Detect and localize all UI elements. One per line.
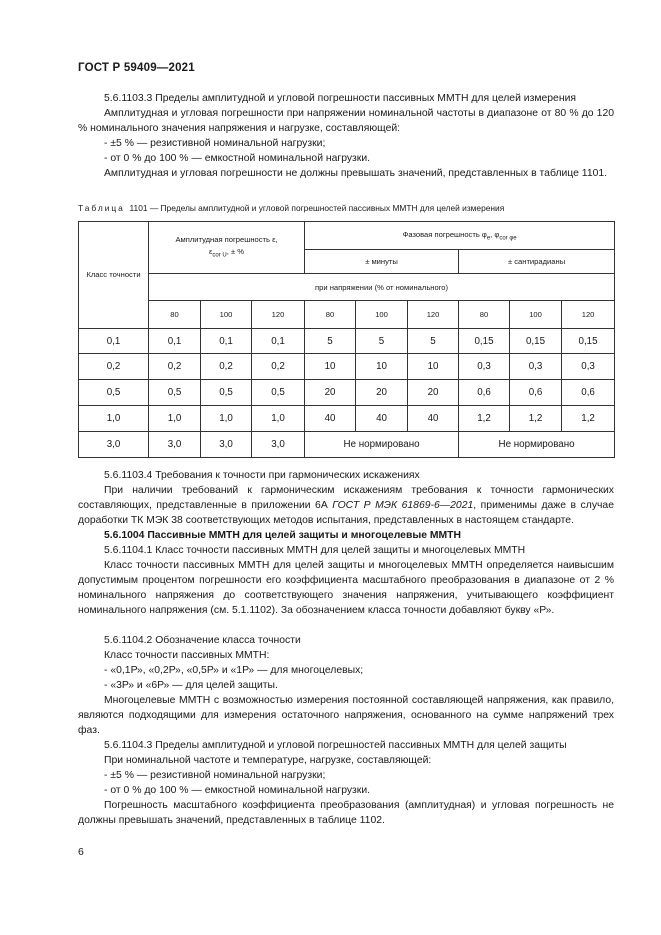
accuracy-class-paragraph: Класс точности пассивных ММТН для целей защиты и многоцелевых ММТН определяется наивысшим допустимым процентом погрешности его коэффициента масштабного преобразования в диапазоне от 2 % номинального напряжения до соответствующего значения напряжения, учитывающего коэффициент номинального напряжения (см. 5.1.1102). За обозначением класса точности добавляют букву «Р». <box>78 560 614 616</box>
list-item-capacitive-load-2: - от 0 % до 100 % — емкостной номинальной нагрузки. <box>104 785 371 796</box>
class-list-intro: Класс точности пассивных ММТН: <box>104 650 270 661</box>
list-item-resistive-load: - ±5 % — резистивной номинальной нагрузки; <box>104 138 326 149</box>
clause-5-6-1104-3-title: 5.6.1104.3 Пределы амплитудной и угловой погрешностей пассивных ММТН для целей защиты <box>104 740 567 751</box>
table-cell: 0,3 <box>459 354 510 380</box>
table-row <box>79 406 615 432</box>
table-cell: 10 <box>356 354 408 380</box>
table-cell: 5 <box>305 329 356 354</box>
measurement-conditions-paragraph: Амплитудная и угловая погрешности при напряжении номинальной частоты в диапазоне от 80 % до 120 % номинального значения напряжения и нагрузке, составляющей: <box>78 108 614 134</box>
table-row <box>79 329 615 354</box>
table-cell: 0,15 <box>459 329 510 354</box>
section-5-6-1004-title: 5.6.1004 Пассивные ММТН для целей защиты и многоцелевые ММТН <box>104 530 462 541</box>
table-cell: 10 <box>408 354 459 380</box>
table-cell: 5 <box>408 329 459 354</box>
table-cell: 3,0 <box>201 432 252 458</box>
table-cell: 0,1 <box>201 329 252 354</box>
table-cell: 0,6 <box>510 380 562 406</box>
header-col-amp-120: 120 <box>252 301 305 329</box>
document-header: ГОСТ Р 59409—2021 <box>78 62 195 74</box>
header-amplitude-error <box>149 222 305 274</box>
harmonics-text-c: , применимы даже в случае доработки ТК МЭК 38 соответствующих методов испытания, представленных в настоящем стандарте. <box>78 500 614 526</box>
clause-5-6-1103-4-title: 5.6.1103.4 Требования к точности при гармонических искажениях <box>104 470 420 481</box>
list-item-capacitive-load: - от 0 % до 100 % — емкостной номинальной нагрузки. <box>104 153 371 164</box>
page-number: 6 <box>78 846 84 858</box>
harmonics-paragraph <box>78 483 614 528</box>
table-cell: 1,2 <box>459 406 510 432</box>
table-cell: 0,1 <box>79 329 149 354</box>
table-cell: 1,0 <box>201 406 252 432</box>
table-cell: 0,5 <box>252 380 305 406</box>
table-cell: 20 <box>305 380 356 406</box>
table-row <box>79 432 615 458</box>
clause-5-6-1104-1-title: 5.6.1104.1 Класс точности пассивных ММТН для целей защиты и многоцелевых ММТН <box>104 545 526 556</box>
list-item-protection: - «3Р» и «6Р» — для целей защиты. <box>104 680 278 691</box>
table-reference-paragraph: Амплитудная и угловая погрешности не должны превышать значений, представленных в таблице 1101. <box>104 168 608 179</box>
header-col-min-80: 80 <box>305 301 356 329</box>
table-cell: 1,0 <box>149 406 201 432</box>
table-cell: 0,5 <box>79 380 149 406</box>
header-voltage-percent: при напряжении (% от номинального) <box>149 274 615 301</box>
header-phase-error <box>305 222 615 250</box>
header-phase-mid: , φ <box>490 229 500 239</box>
table-cell: 1,2 <box>562 406 615 432</box>
header-centiradians: ± сантирадианы <box>459 250 615 274</box>
table-cell: 5 <box>356 329 408 354</box>
table-cell: 0,2 <box>149 354 201 380</box>
table-cell: 0,6 <box>459 380 510 406</box>
header-amplitude-sub: cor U <box>212 252 227 259</box>
header-col-min-100: 100 <box>356 301 408 329</box>
header-phase-text: Фазовая погрешность φ <box>402 229 487 239</box>
table-cell: 1,0 <box>79 406 149 432</box>
header-minutes: ± минуты <box>305 250 459 274</box>
table-cell: 0,2 <box>201 354 252 380</box>
list-item-resistive-load-2: - ±5 % — резистивной номинальной нагрузки; <box>104 770 326 781</box>
table-cell: 3,0 <box>149 432 201 458</box>
table-caption-word: Таблица <box>78 203 125 213</box>
header-amplitude-text: Амплитудная погрешность ε, <box>175 234 278 244</box>
table-cell: 0,5 <box>201 380 252 406</box>
clause-5-6-1103-3-title: 5.6.1103.3 Пределы амплитудной и угловой погрешности пассивных ММТН для целей измерения <box>104 93 576 104</box>
protection-conditions-paragraph: При номинальной частоте и температуре, нагрузке, составляющей: <box>104 755 432 766</box>
table-cell: 20 <box>356 380 408 406</box>
table-row <box>79 354 615 380</box>
header-col-min-120: 120 <box>408 301 459 329</box>
table-caption-text: 1101 — Пределы амплитудной и угловой погрешностей пассивных ММТН для целей измерения <box>129 203 505 213</box>
table-cell: 0,2 <box>252 354 305 380</box>
header-col-crad-100: 100 <box>510 301 562 329</box>
scale-factor-error-paragraph: Погрешность масштабного коэффициента преобразования (амплитудная) и угловая погрешность не должны превышать значений, представленных в таблице 1102. <box>78 800 614 826</box>
not-normalized-minutes: Не нормировано <box>305 432 459 458</box>
table-cell: 1,0 <box>252 406 305 432</box>
header-phase-sub-e: e <box>486 235 491 242</box>
multipurpose-dc-paragraph: Многоцелевые ММТН с возможностью измерения постоянной составляющей напряжения, как правило, являются подходящими для измерения остаточного напряжения, основанного на сумме напряжений трех фаз. <box>78 695 614 736</box>
table-cell: 40 <box>356 406 408 432</box>
table-cell: 40 <box>408 406 459 432</box>
header-col-amp-100: 100 <box>201 301 252 329</box>
table-cell: 0,6 <box>562 380 615 406</box>
table-row <box>79 380 615 406</box>
harmonics-text-a: При наличии требований к гармоническим искажениям требования к точности гармонических составляющих, представленные в приложении 6А <box>78 485 614 511</box>
table-cell: 3,0 <box>79 432 149 458</box>
table-cell: 0,3 <box>562 354 615 380</box>
table-cell: 10 <box>305 354 356 380</box>
table-cell: 0,2 <box>79 354 149 380</box>
standard-reference: ГОСТ Р МЭК 61869-6—2021 <box>332 500 474 511</box>
table-cell: 40 <box>305 406 356 432</box>
table-cell: 0,15 <box>510 329 562 354</box>
header-col-amp-80: 80 <box>149 301 201 329</box>
header-phase-sub-cor: cor φe <box>499 235 517 242</box>
table-cell: 0,1 <box>149 329 201 354</box>
table-caption <box>78 203 618 213</box>
list-item-multipurpose: - «0,1Р», «0,2Р», «0,5Р» и «1Р» — для многоцелевых; <box>104 665 364 676</box>
table-cell: 0,15 <box>562 329 615 354</box>
table-cell: 0,3 <box>510 354 562 380</box>
not-normalized-centiradians: Не нормировано <box>459 432 615 458</box>
header-col-crad-120: 120 <box>562 301 615 329</box>
accuracy-table-1101 <box>78 221 615 458</box>
table-cell: 3,0 <box>252 432 305 458</box>
header-accuracy-class: Класс точности <box>79 222 149 329</box>
clause-5-6-1104-2-title: 5.6.1104.2 Обозначение класса точности <box>104 635 301 646</box>
table-cell: 20 <box>408 380 459 406</box>
table-cell: 0,5 <box>149 380 201 406</box>
header-amplitude-tail: , ± % <box>226 246 244 256</box>
table-cell: 0,1 <box>252 329 305 354</box>
header-col-crad-80: 80 <box>459 301 510 329</box>
header-amplitude-symbol: ε <box>209 246 213 256</box>
table-cell: 1,2 <box>510 406 562 432</box>
